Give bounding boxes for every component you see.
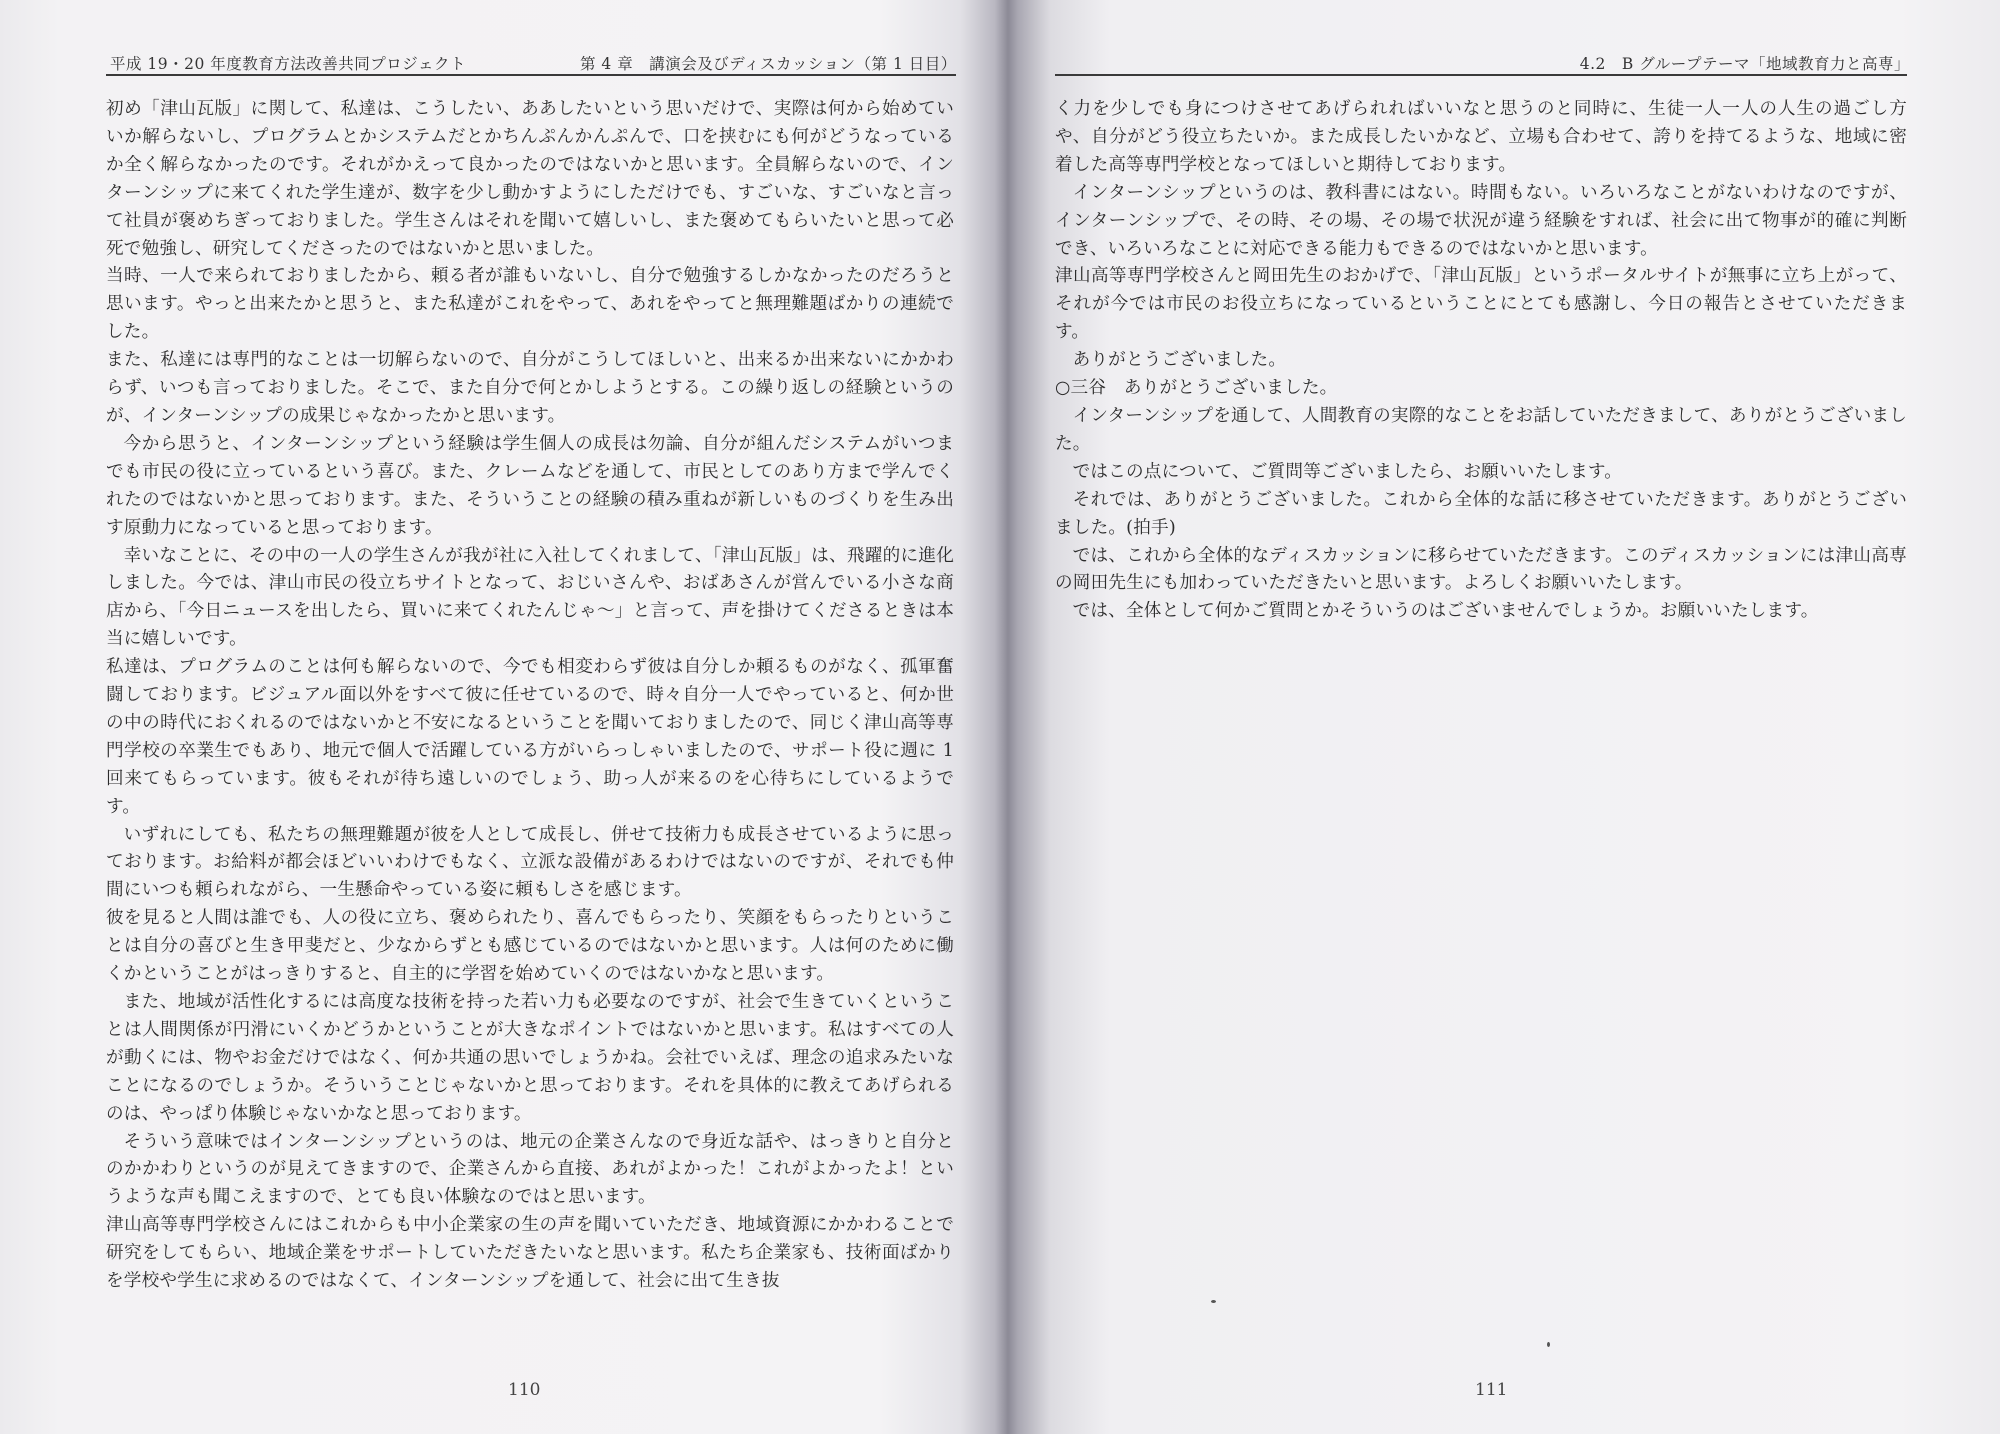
- paragraph: 津山高等専門学校さんにはこれからも中小企業家の生の声を聞いていただき、地域資源にかかわることで研究をしてもらい、地域企業をサポートしていただきたいなと思います。私たち企業家も、技術面ばかりを学校や学生に求めるのではなくて、インターンシップを通して、社会に出て生き抜: [106, 1215, 954, 1292]
- running-head-chapter: 第 4 章 講演会及びディスカッション（第 1 日目）: [580, 55, 957, 73]
- paragraph: インターンシップを通して、人間教育の実際的なことをお話していただきまして、ありがとうございました。: [1055, 405, 1907, 454]
- paragraph: ○三谷 ありがとうございました。: [1055, 378, 1338, 399]
- paragraph: 私達は、プログラムのことは何も解らないので、今でも相変わらず彼は自分しか頼るものがなく、孤軍奮闘しております。ビジュアル面以外をすべて彼に任せているので、時々自分一人でやっていると、何か世の中の時代におくれるのではないかと不安になるということを聞いておりましたので、同じく津山高等専門学校の卒業生でもあり、地元で個人で活躍している方がいらっしゃいましたので、サポート役に週に 1 回来てもらっています。彼もそれが待ち遠しいのでしょう、助っ人が来るのを心待ちにしているようです。: [106, 657, 954, 817]
- header-rule: [106, 74, 956, 76]
- ink-speck: [1211, 1300, 1216, 1303]
- paragraph: 彼を見ると人間は誰でも、人の役に立ち、褒められたり、喜んでもらったり、笑顔をもらったりということは自分の喜びと生き甲斐だと、少なからずとも感じているのではないかと思います。人は何のために働くかということがはっきりすると、自主的に学習を始めていくのではないかなと思います。: [106, 908, 954, 985]
- paragraph: インターンシップというのは、教科書にはない。時間もない。いろいろなことがないわけなのですが、インターンシップで、その時、その場、その場で状況が違う経験をすれば、社会に出て物事が的確に判断でき、いろいろなことに対応できる能力もできるのではないかと思います。: [1055, 182, 1907, 259]
- paragraph: 初め「津山瓦版」に関して、私達は、こうしたい、ああしたいという思いだけで、実際は何から始めていいか解らないし、プログラムとかシステムだとかちんぷんかんぷんで、口を挟むにも何がどうなっているか全く解らなかったのです。それがかえって良かったのではないかと思います。全員解らないので、インターンシップに来てくれた学生達が、数字を少し動かすようにしただけでも、すごいな、すごいなと言って社員が褒めちぎっておりました。学生さんはそれを聞いて嬉しいし、また褒めてもらいたいと思って必死で勉強し、研究してくださったのではないかと思いました。: [106, 99, 954, 259]
- paragraph: また、私達には専門的なことは一切解らないので、自分がこうしてほしいと、出来るか出来ないにかかわらず、いつも言っておりました。そこで、また自分で何とかしようとする。この繰り返しの経験というのが、インターンシップの成果じゃなかったかと思います。: [106, 350, 954, 426]
- paragraph: では、全体として何かご質問とかそういうのはございませんでしょうか。お願いいたします。: [1072, 601, 1819, 622]
- paragraph: いずれにしても、私たちの無理難題が彼を人として成長し、併せて技術力も成長させているように思っております。お給料が都会ほどいいわけでもなく、立派な設備があるわけではないのですが、それでも仲間にいつも頼られながら、一生懸命やっている姿に頼もしさを感じます。: [106, 824, 954, 901]
- paragraph: そういう意味ではインターンシップというのは、地元の企業さんなので身近な話や、はっきりと自分とのかかわりというのが見えてきますので、企業さんから直接、あれがよかった！これがよかったよ！というような声も聞こえますので、とても良い体験なのではと思います。: [106, 1131, 954, 1208]
- paragraph: ではこの点について、ご質問等ございましたら、お願いいたします。: [1072, 461, 1623, 482]
- running-head-project: 平成 19・20 年度教育方法改善共同プロジェクト: [110, 55, 466, 73]
- left-body-text: [106, 96, 954, 1296]
- paragraph: ありがとうございました。: [1072, 350, 1287, 371]
- paragraph: 今から思うと、インターンシップという経験は学生個人の成長は勿論、自分が組んだシステムがいつまでも市民の役に立っているという喜び。また、クレームなどを通して、市民としてのあり方まで学んでくれたのではないかと思っております。また、そういうことの経験の積み重ねが新しいものづくりを生み出す原動力になっていると思っております。: [106, 433, 954, 538]
- right-page: [1015, 0, 2000, 1434]
- paragraph: 幸いなことに、その中の一人の学生さんが我が社に入社してくれまして、「津山瓦版」は、飛躍的に進化しました。今では、津山市民の役立ちサイトとなって、おじいさんや、おばあさんが営んでいる小さな商店から、「今日ニュースを出したら、買いに来てくれたんじゃ〜」と言って、声を掛けてくださるときは本当に嬉しいです。: [106, 545, 954, 650]
- paragraph: 当時、一人で来られておりましたから、頼る者が誰もいないし、自分で勉強するしかなかったのだろうと思います。やっと出来たかと思うと、また私達がこれをやって、あれをやってと無理難題ばかりの連続でした。: [106, 266, 954, 343]
- paragraph: それでは、ありがとうございました。これから全体的な話に移させていただきます。ありがとうございました。(拍手): [1055, 489, 1907, 538]
- paragraph: また、地域が活性化するには高度な技術を持った若い力も必要なのですが、社会で生きていくということは人間関係が円滑にいくかどうかということが大きなポイントではないかと思います。私はすべての人が動くには、物やお金だけではなく、何か共通の思いでしょうかね。会社でいえば、理念の追求みたいなことになるのでしょうか。そういうことじゃないかと思っております。それを具体的に教えてあげられるのは、やっぱり体験じゃないかなと思っております。: [106, 992, 954, 1124]
- ink-speck: [1547, 1342, 1550, 1347]
- paragraph: 津山高等専門学校さんと岡田先生のおかげで、「津山瓦版」というポータルサイトが無事に立ち上がって、それが今では市民のお役立ちになっているということにとても感謝し、今日の報告とさせていただきます。: [1055, 266, 1907, 343]
- page-number: 111: [1475, 1380, 1508, 1400]
- paragraph: では、これから全体的なディスカッションに移らせていただきます。このディスカッションには津山高専の岡田先生にも加わっていただきたいと思います。よろしくお願いいたします。: [1055, 545, 1907, 594]
- right-body-text: [1055, 96, 1907, 626]
- paragraph: く力を少しでも身につけさせてあげられればいいなと思うのと同時に、生徒一人一人の人生の過ごし方や、自分がどう役立ちたいか。また成長したいかなど、立場も合わせて、誇りを持てるような、地域に密着した高等専門学校となってほしいと期待しております。: [1055, 99, 1907, 175]
- running-head-section: 4.2 B グループテーマ「地域教育力と高専」: [1579, 55, 1910, 73]
- page-number: 110: [508, 1380, 541, 1400]
- header-rule: [1055, 74, 1907, 76]
